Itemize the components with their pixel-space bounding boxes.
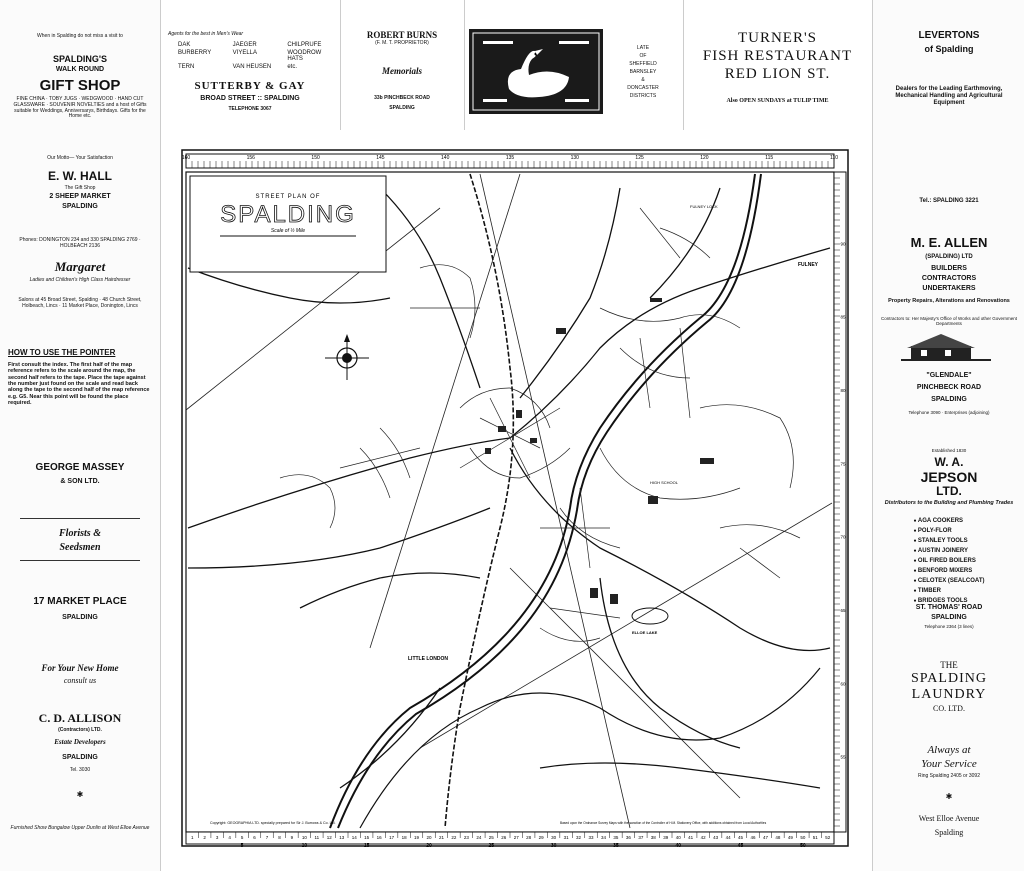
bottom-scale-major: 25 <box>488 843 495 848</box>
jep-item: ● CELOTEX (SEALCOAT) <box>914 576 985 586</box>
map-ordnance-note: Based upon the Ordnance Survey Maps with the sanction of the Controller of H.M. Stationery Office, with additions obtained from Local Authorities <box>560 821 767 825</box>
laundry-line4: CO. LTD. <box>933 704 965 713</box>
swan-side-line: DISTRICTS <box>629 93 657 99</box>
swan-side-line: & <box>641 77 645 83</box>
sg-brand: JAEGER <box>232 42 257 48</box>
jep-item: ● STANLEY TOOLS <box>914 536 985 546</box>
top-scale-label: 160 <box>181 155 191 161</box>
gift-items: FINE CHINA · TOBY JUGS · WEDGWOOD · HAND CUT GLASSWARE · SOUVENIR NOVELTIES and a host of Gifts suitable for Weddings, Anniversarys, Birthdays. Gifts for the Home etc. <box>13 96 147 120</box>
allen-addr1: PINCHBECK ROAD <box>916 384 982 391</box>
top-scale-label: 125 <box>635 155 644 161</box>
bottom-scale-major: 40 <box>675 843 682 848</box>
jep-line3: LTD. <box>936 484 962 498</box>
turner-line4: Also OPEN SUNDAYS at TULIP TIME <box>726 98 829 104</box>
place-high-school: HIGH SCHOOL <box>650 480 679 485</box>
bottom-scale-major: 30 <box>550 843 557 848</box>
allen-name: M. E. ALLEN <box>910 235 988 250</box>
sutterby-gay-advert <box>160 0 341 130</box>
building <box>556 328 566 334</box>
bottom-scale-label: 6 <box>253 835 256 840</box>
jep-est: Established 1830 <box>931 448 967 453</box>
jep-item: ● TIMBER <box>914 586 985 596</box>
star-ornament: ✱ <box>76 790 84 799</box>
bottom-scale-label: 52 <box>825 835 831 840</box>
bottom-scale-label: 26 <box>501 835 507 840</box>
jep-item: ● AGA COOKERS <box>914 516 985 526</box>
jep-product-list <box>881 516 1017 607</box>
jep-addr1: ST. THOMAS' ROAD <box>915 604 983 611</box>
star-ornament: ✱ <box>945 792 953 801</box>
bottom-scale-label: 27 <box>513 835 519 840</box>
allen-t1: BUILDERS <box>931 265 967 272</box>
allen-house: "GLENDALE" <box>926 372 972 379</box>
bottom-scale-label: 45 <box>738 835 744 840</box>
street-map <box>180 148 850 848</box>
bottom-scale-major: 20 <box>426 843 432 848</box>
bottom-scale-major: 15 <box>363 843 370 848</box>
bottom-scale-label: 50 <box>800 835 806 840</box>
gift-title: GIFT SHOP <box>39 77 121 94</box>
right-scale-label: 55 <box>840 754 846 760</box>
bottom-scale-label: 17 <box>389 835 395 840</box>
place-fulney: FULNEY <box>798 262 818 268</box>
bottom-scale-label: 36 <box>625 835 631 840</box>
jep-item: ● OIL FIRED BOILERS <box>914 556 985 566</box>
allison-name: C. D. ALLISON <box>38 711 122 725</box>
right-scale-label: 80 <box>840 388 846 393</box>
building <box>590 588 598 598</box>
swan-icon <box>469 29 603 114</box>
allen-t3: UNDERTAKERS <box>922 285 976 292</box>
allen-desc: Property Repairs, Alterations and Renovations <box>888 298 1010 304</box>
bottom-scale-label: 4 <box>228 835 231 840</box>
sg-brand: WOODROW HATS <box>287 50 322 62</box>
lev-tel: Tel.: SPALDING 3221 <box>919 198 979 204</box>
massey-rule-bottom <box>20 560 140 561</box>
top-scale-label: 110 <box>830 155 838 161</box>
foot-line2: Spalding <box>934 828 964 837</box>
jep-item: ● POLY-FLOR <box>914 526 985 536</box>
bottom-scale-label: 30 <box>551 835 557 840</box>
bottom-scale-label: 10 <box>301 835 307 840</box>
pointer-text: First consult the index. The first half of the map reference refers to the scale around the map, the second half refers to the tape. Place the tape against the number just found on the scale and read back along the tape to the second half of the map reference e.g. G5. Near this point will be found the place required. <box>8 362 150 406</box>
sg-brands <box>178 42 338 70</box>
sg-brand: TERN <box>178 64 195 70</box>
allen-contractors: Contractors to: Her Majesty's Office of Works and other Government Departments <box>881 316 1017 327</box>
place-elloe-lake: ELLOE LAKE <box>632 630 658 635</box>
top-scale-label: 130 <box>570 155 579 161</box>
hall-addr2: SPALDING <box>62 203 98 210</box>
jep-line2: JEPSON <box>920 469 978 485</box>
massey-addr1: 17 MARKET PLACE <box>33 596 127 607</box>
bottom-scale-major: 35 <box>613 843 619 848</box>
top-scale-label: 156 <box>246 155 255 161</box>
turners-advert <box>683 0 872 130</box>
laundry-line1: THE <box>940 660 958 670</box>
bottom-scale-label: 49 <box>787 835 793 840</box>
map-scale: Scale of ½ Mile <box>270 228 306 234</box>
top-scale <box>182 154 838 168</box>
bottom-scale-label: 7 <box>265 835 269 840</box>
swan-side-line: SHEFFIELD <box>629 61 657 67</box>
gift-name: SPALDING'S <box>53 54 107 64</box>
bottom-scale-label: 29 <box>538 835 544 840</box>
jep-item: ● BENFORD MIXERS <box>914 566 985 576</box>
rb-addr2: SPALDING <box>389 105 415 111</box>
sg-brand: VIYELLA <box>232 50 258 56</box>
building <box>648 496 658 504</box>
bottom-scale-label: 24 <box>476 835 482 840</box>
bottom-scale-label: 38 <box>650 835 656 840</box>
bottom-scale-label: 15 <box>364 835 370 840</box>
bottom-scale-label: 9 <box>290 835 294 840</box>
lev-line2: of Spalding <box>924 44 974 54</box>
hall-name: E. W. HALL <box>48 169 112 183</box>
building <box>485 448 491 454</box>
right-advert-column <box>872 0 1024 871</box>
right-scale <box>834 172 846 832</box>
allison-town: SPALDING <box>62 754 98 761</box>
bottom-scale-major: 45 <box>737 843 744 848</box>
allen-addr2: SPALDING <box>931 396 967 403</box>
bottom-scale-label: 28 <box>526 835 532 840</box>
bottom-scale-label: 42 <box>700 835 706 840</box>
building <box>650 298 662 302</box>
home-line2: consult us <box>63 676 97 685</box>
jep-addr2: SPALDING <box>931 614 967 621</box>
margaret-salons: Salons at 45 Broad Street, Spalding · 48 Church Street, Holbeach, Lincs · 11 Market Place, Donington, Lincs <box>18 297 142 309</box>
place-little-london: LITTLE LONDON <box>408 656 448 662</box>
swan-side-line: BARNSLEY <box>629 69 657 75</box>
home-line1: For Your New Home <box>41 663 119 673</box>
bottom-scale-label: 12 <box>326 835 332 840</box>
bottom-scale-label: 14 <box>351 835 357 840</box>
bottom-scale-label: 48 <box>775 835 781 840</box>
bottom-scale-label: 18 <box>401 835 407 840</box>
lev-line1: LEVERTONS <box>918 30 980 41</box>
map-copyright: Copyright: GEOGRAPHIA LTD. specially prepared for Sir J. Burrows & Co. Ltd. <box>210 821 336 825</box>
top-scale-label: 140 <box>441 155 450 161</box>
bottom-scale-label: 46 <box>750 835 756 840</box>
sg-brand: DAK <box>178 42 191 48</box>
laundry-slogan2: Your Service <box>921 758 977 770</box>
massey-name: GEORGE MASSEY <box>35 462 125 473</box>
gift-sub: WALK ROUND <box>55 66 105 73</box>
bottom-scale-label: 35 <box>613 835 619 840</box>
bottom-scale-label: 32 <box>576 835 582 840</box>
swan-side-text <box>603 0 684 130</box>
turner-line3: RED LION ST. <box>724 66 831 82</box>
top-scale-label: 145 <box>376 155 385 161</box>
right-scale-label: 60 <box>840 681 846 687</box>
bottom-scale-label: 43 <box>713 835 719 840</box>
margaret-name: Margaret <box>54 259 106 274</box>
building <box>530 438 537 443</box>
bottom-scale-label: 34 <box>600 835 606 840</box>
bottom-scale-major: 5 <box>240 843 244 848</box>
building <box>498 426 506 432</box>
sg-tel: TELEPHONE 3067 <box>228 106 272 112</box>
massey-trade2: Seedsmen <box>59 542 101 553</box>
rb-addr1: 33b PINCHBECK ROAD <box>374 95 430 101</box>
robert-burns-advert <box>340 0 465 130</box>
allison-tel: Tel. 3030 <box>69 767 91 773</box>
jep-item: ● AUSTIN JOINERY <box>914 546 985 556</box>
bottom-scale-label: 1 <box>190 835 194 840</box>
bottom-scale-label: 19 <box>414 835 420 840</box>
jep-desc: Distributors to the Building and Plumbing Trades <box>884 500 1014 506</box>
hall-sub: The Gift Shop <box>64 185 96 191</box>
bottom-scale-label: 25 <box>488 835 494 840</box>
bottom-scale-label: 2 <box>203 835 206 840</box>
bottom-scale-label: 16 <box>376 835 382 840</box>
bottom-scale-label: 33 <box>588 835 594 840</box>
bottom-scale-label: 23 <box>463 835 469 840</box>
laundry-tel: Ring Spalding 2405 or 3092 <box>918 773 980 779</box>
jep-line1: W. A. <box>934 455 964 469</box>
glendale-house-icon <box>901 332 991 367</box>
bottom-scale-label: 40 <box>675 835 681 840</box>
jep-item: ● BRIDGES TOOLS <box>914 596 985 606</box>
sg-intro: Agents for the best in Men's Wear <box>168 31 244 37</box>
bottom-scale-label: 44 <box>725 835 731 840</box>
bottom-scale-label: 51 <box>812 835 818 840</box>
swan-side-line: DONCASTER <box>627 85 659 91</box>
sg-brand: VAN HEUSEN <box>232 64 272 70</box>
building <box>700 458 714 464</box>
massey-rule-top <box>20 518 140 519</box>
bottom-scale-label: 41 <box>688 835 694 840</box>
right-scale-label: 85 <box>840 314 846 320</box>
bottom-scale-label: 20 <box>426 835 432 840</box>
rb-trade: Memorials <box>381 66 422 76</box>
allison-sub: (Contractors) LTD. <box>58 727 102 733</box>
bottom-scale-label: 47 <box>762 835 768 840</box>
rb-sub: (F. M. T. PROPRIETOR) <box>375 40 429 46</box>
plan-label: STREET PLAN OF <box>255 194 321 200</box>
bottom-scale-label: 31 <box>563 835 569 840</box>
allen-tel: Telephone 3090 · Enterprises (adjoining) <box>908 410 990 415</box>
margaret-phone: Phones: DONINGTON 234 and 330 SPALDING 2769 · HOLBEACH 2136 <box>19 237 141 249</box>
top-scale-label: 135 <box>505 155 515 161</box>
right-scale-label: 70 <box>840 534 846 540</box>
bottom-scale-major: 10 <box>301 843 308 848</box>
turner-line1: TURNER'S <box>737 30 818 46</box>
allen-sub: (SPALDING) LTD <box>925 254 973 260</box>
foot-line1: West Elloe Avenue <box>918 814 980 823</box>
turner-line2: FISH RESTAURANT <box>702 48 853 64</box>
building <box>516 410 522 418</box>
top-scale-label: 115 <box>765 155 774 161</box>
allison-trade: Estate Developers <box>54 738 106 746</box>
right-scale-label: 65 <box>840 608 846 613</box>
bottom-scale-major: 50 <box>800 843 806 848</box>
bottom-scale-label: 37 <box>638 835 644 840</box>
jep-tel: Telephone 2364 (3 lines) <box>924 624 974 629</box>
allison-foot: Furnished Show Bungalow Upper Dunlin at West Elloe Avenue <box>10 825 150 831</box>
bottom-scale-label: 5 <box>240 835 244 840</box>
rb-name: ROBERT BURNS <box>366 30 438 40</box>
bottom-scale-label: 8 <box>278 835 281 840</box>
street-map-svg <box>180 148 850 848</box>
massey-sub: & SON LTD. <box>60 478 100 485</box>
bottom-scale-label: 11 <box>314 835 320 840</box>
margaret-desc: Ladies and Children's High Class Hairdresser <box>29 277 131 283</box>
sg-brand: CHILPRUFE <box>287 42 322 48</box>
swan-side-line: LATE <box>636 45 650 51</box>
swan-side-line: OF <box>639 53 647 59</box>
swan-logo <box>469 29 603 114</box>
laundry-slogan1: Always at <box>927 744 971 756</box>
building <box>610 594 618 604</box>
right-scale-label: 90 <box>840 241 846 247</box>
sg-addr: BROAD STREET :: SPALDING <box>200 95 300 102</box>
top-scale-label: 120 <box>700 155 709 161</box>
lev-desc: Dealers for the Leading Earthmoving, Mechanical Handling and Agricultural Equipment <box>895 86 1003 106</box>
sg-brand: etc. <box>287 64 297 70</box>
hall-addr1: 2 SHEEP MARKET <box>49 193 111 200</box>
massey-trade1: Florists & <box>59 528 101 539</box>
gift-intro: When in Spalding do not miss a visit to <box>37 33 123 39</box>
laundry-line2: SPALDING <box>911 671 987 686</box>
allen-t2: CONTRACTORS <box>921 275 977 282</box>
gift-motto: Our Motto— Your Satisfaction <box>47 155 113 161</box>
map-title: SPALDING <box>220 201 356 228</box>
pointer-title: HOW TO USE THE POINTER <box>8 348 116 357</box>
laundry-line3: LAUNDRY <box>911 687 987 702</box>
right-scale-label: 75 <box>840 461 846 467</box>
left-advert-column <box>0 0 161 871</box>
sg-brand: BURBERRY <box>178 50 212 56</box>
bottom-scale-label: 22 <box>451 835 457 840</box>
top-scale-label: 150 <box>311 155 320 161</box>
sg-name: SUTTERBY & GAY <box>194 80 306 92</box>
place-fulney-lock: FULNEY LOCK <box>690 204 718 209</box>
bottom-scale-label: 21 <box>438 835 444 840</box>
bottom-scale-label: 3 <box>215 835 219 840</box>
bottom-scale-label: 39 <box>663 835 669 840</box>
massey-addr2: SPALDING <box>62 614 98 621</box>
map-sheet <box>160 0 872 871</box>
bottom-scale-label: 13 <box>339 835 345 840</box>
